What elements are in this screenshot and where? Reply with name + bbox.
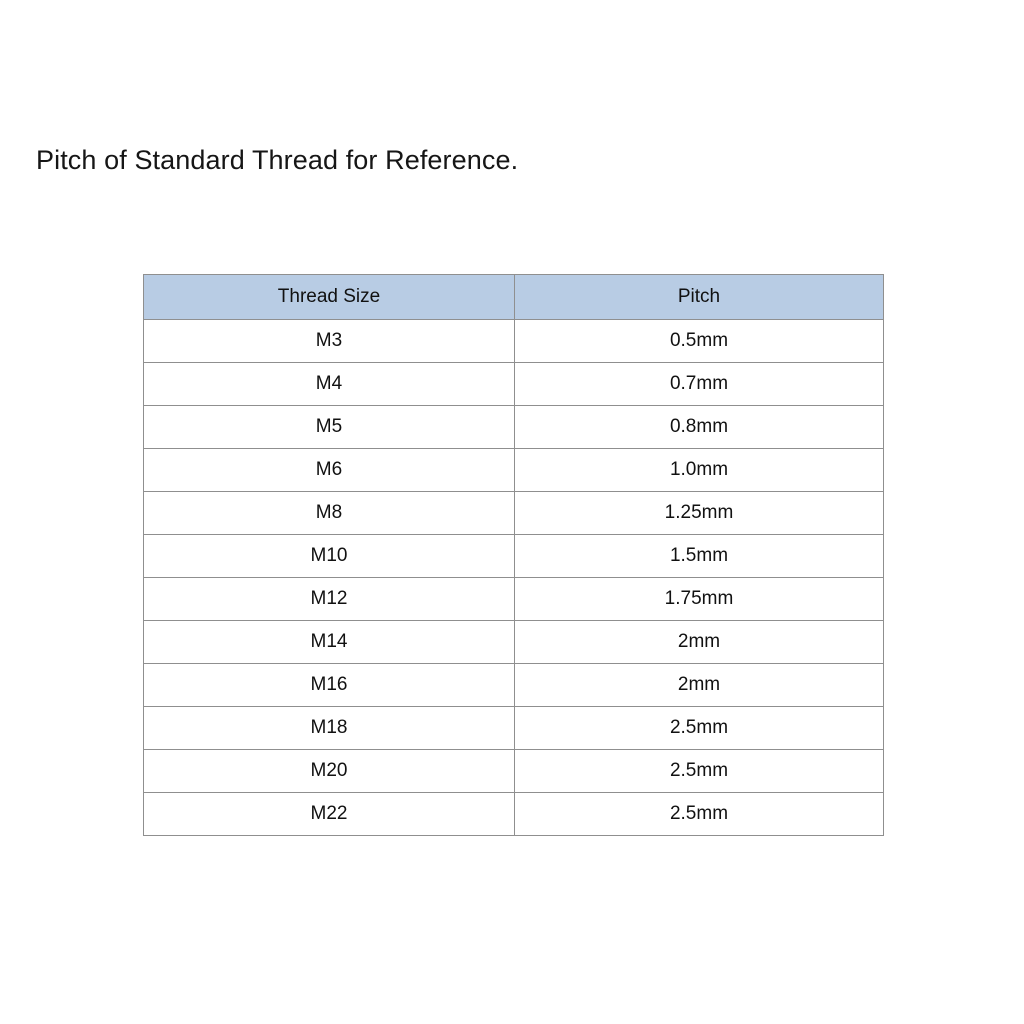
table-row bbox=[144, 535, 884, 578]
table-row bbox=[144, 363, 884, 406]
cell-pitch: 1.75mm bbox=[515, 578, 884, 621]
table-row bbox=[144, 578, 884, 621]
column-header-pitch: Pitch bbox=[515, 275, 884, 320]
table-row bbox=[144, 406, 884, 449]
table-header-row bbox=[144, 275, 884, 320]
cell-pitch: 1.0mm bbox=[515, 449, 884, 492]
table-row bbox=[144, 320, 884, 363]
page-title: Pitch of Standard Thread for Reference. bbox=[36, 145, 519, 175]
cell-pitch: 0.7mm bbox=[515, 363, 884, 406]
table-body bbox=[144, 320, 884, 836]
cell-pitch: 2mm bbox=[515, 621, 884, 664]
cell-pitch: 1.25mm bbox=[515, 492, 884, 535]
thread-pitch-table bbox=[143, 274, 884, 836]
cell-thread-size: M14 bbox=[144, 621, 515, 664]
cell-thread-size: M10 bbox=[144, 535, 515, 578]
cell-pitch: 2.5mm bbox=[515, 793, 884, 836]
cell-pitch: 1.5mm bbox=[515, 535, 884, 578]
cell-pitch: 0.8mm bbox=[515, 406, 884, 449]
thread-pitch-table-wrapper bbox=[143, 274, 881, 836]
column-header-thread-size: Thread Size bbox=[144, 275, 515, 320]
cell-pitch: 0.5mm bbox=[515, 320, 884, 363]
cell-thread-size: M5 bbox=[144, 406, 515, 449]
table-row bbox=[144, 664, 884, 707]
table-header bbox=[144, 275, 884, 320]
table-row bbox=[144, 793, 884, 836]
table-row bbox=[144, 707, 884, 750]
cell-thread-size: M3 bbox=[144, 320, 515, 363]
cell-thread-size: M6 bbox=[144, 449, 515, 492]
table-row bbox=[144, 492, 884, 535]
cell-thread-size: M8 bbox=[144, 492, 515, 535]
cell-thread-size: M20 bbox=[144, 750, 515, 793]
cell-pitch: 2.5mm bbox=[515, 707, 884, 750]
table-row bbox=[144, 449, 884, 492]
table-row bbox=[144, 621, 884, 664]
cell-thread-size: M22 bbox=[144, 793, 515, 836]
cell-pitch: 2.5mm bbox=[515, 750, 884, 793]
table-row bbox=[144, 750, 884, 793]
cell-thread-size: M18 bbox=[144, 707, 515, 750]
cell-pitch: 2mm bbox=[515, 664, 884, 707]
cell-thread-size: M12 bbox=[144, 578, 515, 621]
cell-thread-size: M16 bbox=[144, 664, 515, 707]
cell-thread-size: M4 bbox=[144, 363, 515, 406]
